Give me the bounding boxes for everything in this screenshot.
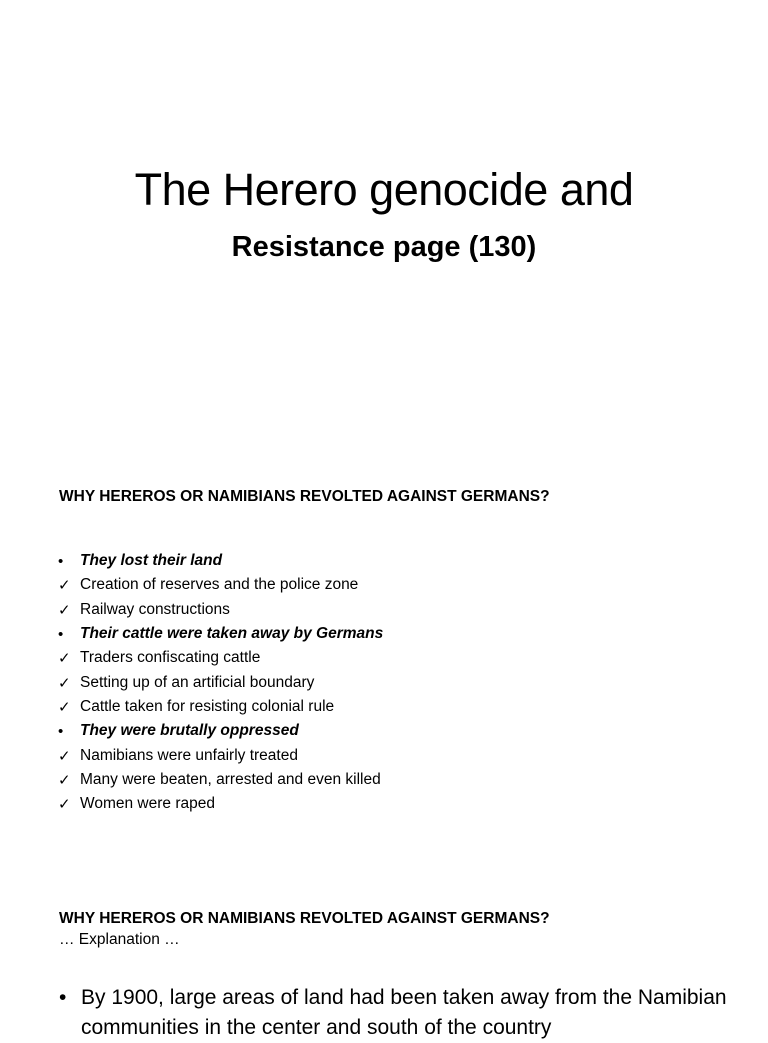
bullet-icon: • xyxy=(59,986,67,1009)
check-icon: ✓ xyxy=(58,577,71,595)
list-item xyxy=(58,670,383,694)
list-item-text: Railway constructions xyxy=(80,600,230,618)
reasons-list xyxy=(58,549,383,816)
check-icon: ✓ xyxy=(58,698,71,716)
page-title: The Herero genocide and xyxy=(134,164,634,215)
list-item-text: Their cattle were taken away by Germans xyxy=(80,625,384,643)
check-icon: ✓ xyxy=(58,747,71,765)
list-item xyxy=(58,622,383,646)
check-icon: ✓ xyxy=(58,674,71,692)
bullet-icon: • xyxy=(58,722,64,740)
list-item-text: Namibians were unfairly treated xyxy=(80,746,298,764)
list-item-text: Many were beaten, arrested and even killed xyxy=(80,770,381,788)
explanation-label: … Explanation … xyxy=(59,931,180,948)
list-item-text: Cattle taken for resisting colonial rule xyxy=(80,697,335,715)
check-icon: ✓ xyxy=(58,650,71,668)
list-item xyxy=(58,598,383,622)
explanation-paragraph xyxy=(59,983,759,1043)
list-item-text: Creation of reserves and the police zone xyxy=(80,576,359,594)
list-item xyxy=(58,573,383,597)
list-item-text: They were brutally oppressed xyxy=(80,722,299,740)
paragraph-text: By 1900, large areas of land had been taken away from the Namibian communities in the center and south of the country xyxy=(81,986,727,1039)
list-item-text: Women were raped xyxy=(80,795,215,813)
section-heading-reasons: WHY HEREROS OR NAMIBIANS REVOLTED AGAINST GERMANS? xyxy=(59,488,550,505)
list-item-text: Setting up of an artificial boundary xyxy=(80,673,315,691)
list-item xyxy=(58,695,383,719)
list-item xyxy=(58,768,383,792)
list-item xyxy=(58,646,383,670)
list-item xyxy=(58,743,383,767)
check-icon: ✓ xyxy=(58,771,71,789)
page-subtitle: Resistance page (130) xyxy=(231,231,537,263)
list-item xyxy=(58,719,383,743)
list-item-text: They lost their land xyxy=(80,552,223,570)
check-icon: ✓ xyxy=(58,601,71,619)
list-item xyxy=(58,792,383,816)
section-heading-explanation: WHY HEREROS OR NAMIBIANS REVOLTED AGAINST GERMANS? xyxy=(59,910,550,927)
list-item xyxy=(58,549,383,573)
check-icon: ✓ xyxy=(58,796,71,814)
bullet-icon: • xyxy=(58,625,64,643)
list-item-text: Traders confiscating cattle xyxy=(80,649,261,667)
bullet-icon: • xyxy=(58,552,64,570)
